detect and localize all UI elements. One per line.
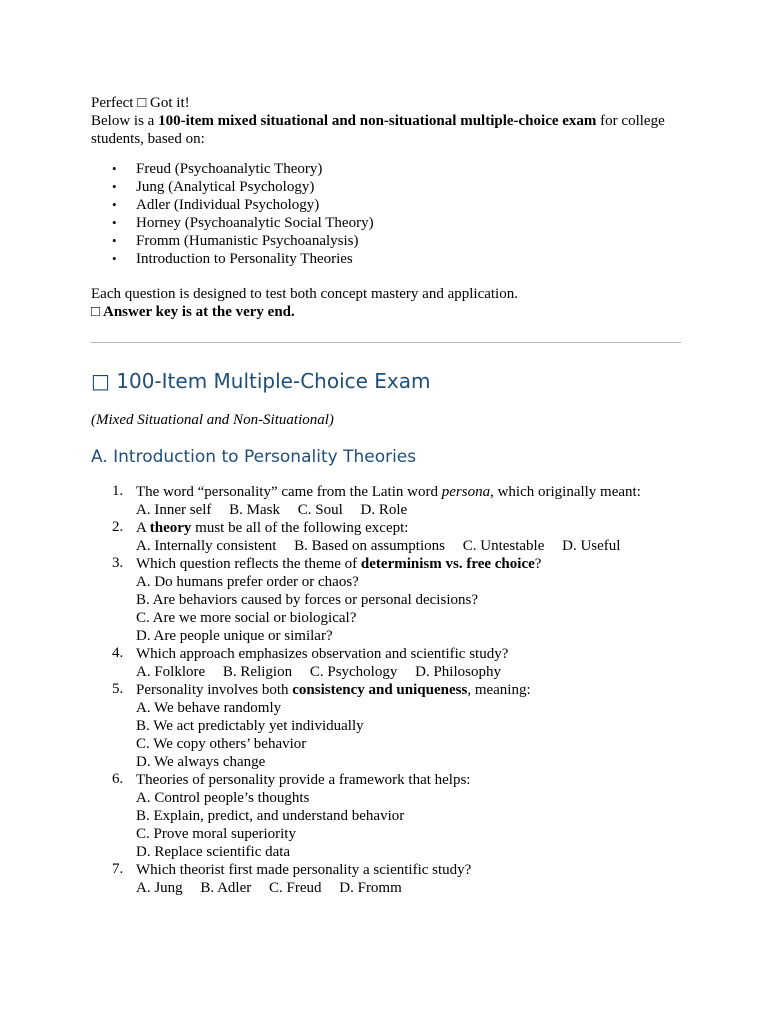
answer-option: B. Adler	[200, 880, 252, 896]
answer-option: A. Inner self	[136, 502, 212, 518]
options-row	[136, 537, 681, 555]
question-item	[91, 555, 681, 645]
answer-option: D. We always change	[136, 754, 266, 770]
answer-option: B. Religion	[222, 664, 293, 680]
exam-subtitle: (Mixed Situational and Non-Situational)	[91, 412, 334, 428]
answer-option: D. Useful	[562, 538, 621, 554]
topic-item: • Jung (Analytical Psychology)	[136, 178, 681, 196]
intro-greeting: Perfect □ Got it!	[91, 95, 190, 111]
answer-option: C. Untestable	[462, 538, 545, 554]
question-item	[91, 681, 681, 771]
answer-option: A. Do humans prefer order or chaos?	[136, 574, 359, 590]
question-text: The word “personality” came from the Latin word persona, which originally meant:	[136, 484, 641, 500]
answer-option: B. We act predictably yet individually	[136, 718, 364, 734]
answer-option: D. Are people unique or similar?	[136, 628, 333, 644]
question-text: Theories of personality provide a framework that helps:	[136, 772, 471, 788]
intro-block	[91, 94, 681, 148]
answer-option: C. Prove moral superiority	[136, 826, 296, 842]
question-item	[91, 483, 681, 519]
question-number: 1.	[112, 483, 124, 499]
answer-option: C. Soul	[297, 502, 343, 518]
question-item	[91, 519, 681, 555]
topic-item: • Horney (Psychoanalytic Social Theory)	[136, 214, 681, 232]
document-content	[91, 94, 681, 897]
question-number: 3.	[112, 555, 124, 571]
question-number: 4.	[112, 645, 124, 661]
answer-option: B. Are behaviors caused by forces or personal decisions?	[136, 592, 478, 608]
answer-option: C. Are we more social or biological?	[136, 610, 357, 626]
question-number: 7.	[112, 861, 124, 877]
topic-item: • Adler (Individual Psychology)	[136, 196, 681, 214]
options-row	[136, 879, 681, 897]
question-number: 6.	[112, 771, 124, 787]
answer-option: B. Based on assumptions	[294, 538, 445, 554]
answer-option: A. Internally consistent	[136, 538, 277, 554]
topic-item: • Introduction to Personality Theories	[136, 250, 681, 268]
note-text: Each question is designed to test both concept mastery and application.	[91, 286, 518, 302]
question-text: A theory must be all of the following except:	[136, 520, 409, 536]
answer-option: D. Replace scientific data	[136, 844, 291, 860]
horizontal-divider	[91, 342, 681, 343]
question-text: Which question reflects the theme of determinism vs. free choice?	[136, 556, 542, 572]
answer-option: D. Role	[360, 502, 408, 518]
question-item	[91, 645, 681, 681]
answer-option: A. We behave randomly	[136, 700, 282, 716]
answer-option: C. Psychology	[309, 664, 398, 680]
answer-option: D. Philosophy	[415, 664, 501, 680]
section-a-title: A. Introduction to Personality Theories	[91, 447, 417, 467]
topic-item: • Fromm (Humanistic Psychoanalysis)	[136, 232, 681, 250]
answer-option: D. Fromm	[339, 880, 402, 896]
answer-option: A. Jung	[136, 880, 183, 896]
topic-list	[91, 160, 681, 268]
answer-option: A. Folklore	[136, 664, 206, 680]
options-row	[136, 663, 681, 681]
answer-option: C. We copy others’ behavior	[136, 736, 307, 752]
note-block	[91, 285, 681, 321]
question-item	[91, 771, 681, 861]
answer-option: B. Mask	[229, 502, 280, 518]
answer-option: C. Freud	[269, 880, 322, 896]
answer-option: A. Control people’s thoughts	[136, 790, 310, 806]
exam-title: □ 100-Item Multiple-Choice Exam	[91, 369, 431, 393]
question-number: 2.	[112, 519, 124, 535]
answer-option: B. Explain, predict, and understand behavior	[136, 808, 405, 824]
options-row	[136, 501, 681, 519]
question-text: Which approach emphasizes observation and scientific study?	[136, 646, 509, 662]
question-number: 5.	[112, 681, 124, 697]
question-item	[91, 861, 681, 897]
intro-emphasis: 100-item mixed situational and non-situational multiple-choice exam	[158, 113, 597, 129]
question-list	[91, 483, 681, 897]
intro-description: Below is a 100-item mixed situational and non-situational multiple-choice exam for college students, based on:	[91, 113, 665, 147]
answer-key-note: □ Answer key is at the very end.	[91, 304, 295, 320]
question-text: Personality involves both consistency and uniqueness, meaning:	[136, 682, 531, 698]
topic-item: • Freud (Psychoanalytic Theory)	[136, 160, 681, 178]
question-text: Which theorist first made personality a scientific study?	[136, 862, 472, 878]
